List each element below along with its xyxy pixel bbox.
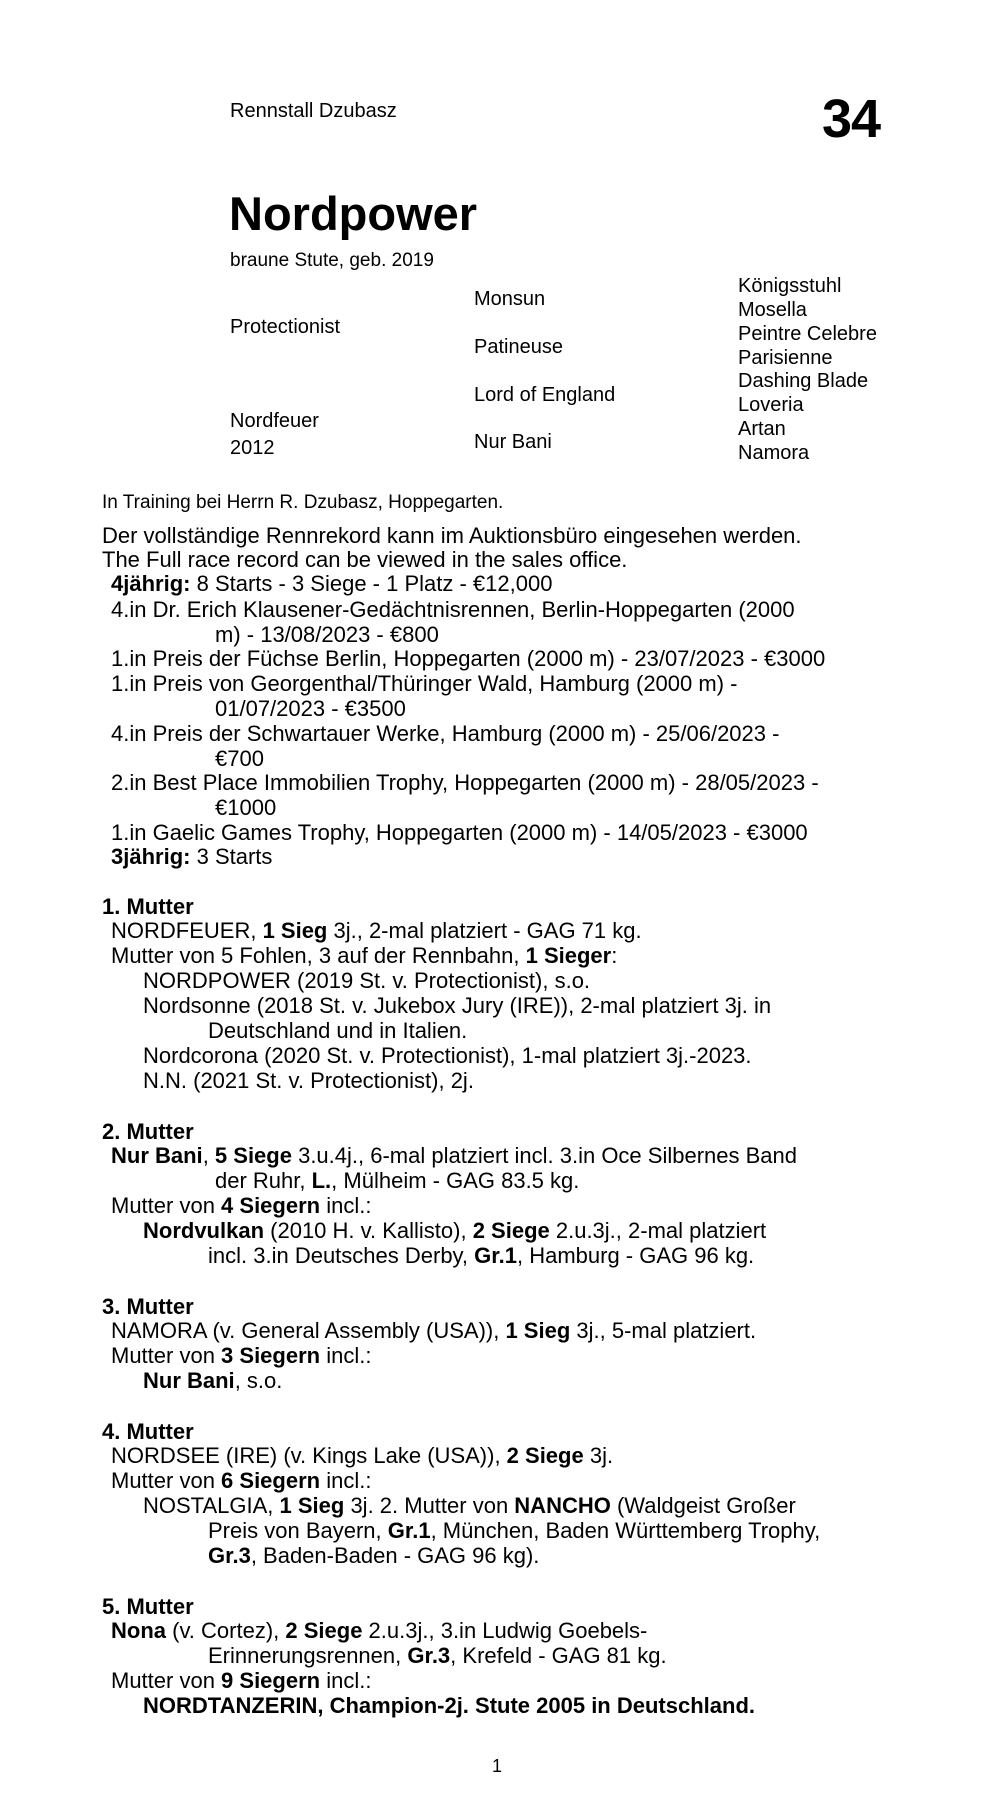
dam2-heading: 2. Mutter <box>102 1119 194 1144</box>
dam1-heading: 1. Mutter <box>102 894 194 919</box>
pedigree-dam-year: 2012 <box>230 437 275 459</box>
race-result-cont: 01/07/2023 - €3500 <box>215 696 406 721</box>
pedigree-gen3: Namora <box>738 442 810 464</box>
record-note-en: The Full race record can be viewed in the sales office. <box>102 547 628 572</box>
dam5-record-cont: Erinnerungsrennen, Gr.3, Krefeld - GAG 81 kg. <box>208 1643 667 1668</box>
race-result-cont: m) - 13/08/2023 - €800 <box>215 622 439 647</box>
pedigree-gen3: Artan <box>738 418 786 440</box>
dam1-offspring: Nordcorona (2020 St. v. Protectionist), 1-mal platziert 3j.-2023. <box>143 1043 752 1068</box>
pedigree-gen3: Peintre Celebre <box>738 323 877 345</box>
race-result-cont: €700 <box>215 746 264 771</box>
dam1-produce: Mutter von 5 Fohlen, 3 auf der Rennbahn, 1 Sieger: <box>111 943 618 968</box>
dam2-produce: Mutter von 4 Siegern incl.: <box>111 1193 372 1218</box>
dam2-record-cont: der Ruhr, L., Mülheim - GAG 83.5 kg. <box>215 1168 580 1193</box>
dam1-offspring: N.N. (2021 St. v. Protectionist), 2j. <box>143 1068 474 1093</box>
pedigree-gen3: Dashing Blade <box>738 370 869 392</box>
dam4-produce: Mutter von 6 Siegern incl.: <box>111 1468 372 1493</box>
dam4-heading: 4. Mutter <box>102 1419 194 1444</box>
dam2-offspring: Nordvulkan (2010 H. v. Kallisto), 2 Siege 2.u.3j., 2-mal platziert <box>143 1218 767 1243</box>
pedigree-gen2: Lord of England <box>474 384 616 406</box>
horse-description: braune Stute, geb. 2019 <box>230 250 434 271</box>
dam3-produce: Mutter von 3 Siegern incl.: <box>111 1343 372 1368</box>
age4-summary: 4jährig: 8 Starts - 3 Siege - 1 Platz - €12,000 <box>111 571 553 596</box>
dam3-offspring: Nur Bani, s.o. <box>143 1368 283 1393</box>
pedigree-gen3: Mosella <box>738 299 807 321</box>
dam2-record: Nur Bani, 5 Siege 3.u.4j., 6-mal platziert incl. 3.in Oce Silbernes Band <box>111 1143 797 1168</box>
training-note: In Training bei Herrn R. Dzubasz, Hoppegarten. <box>102 492 504 513</box>
race-result: 1.in Gaelic Games Trophy, Hoppegarten (2000 m) - 14/05/2023 - €3000 <box>111 820 808 845</box>
race-result: 1.in Preis von Georgenthal/Thüringer Wald, Hamburg (2000 m) - <box>111 671 738 696</box>
dam5-heading: 5. Mutter <box>102 1594 194 1619</box>
dam4-offspring-cont: Gr.3, Baden-Baden - GAG 96 kg). <box>208 1543 540 1568</box>
owner-name: Rennstall Dzubasz <box>230 100 397 122</box>
horse-name: Nordpower <box>229 187 478 240</box>
race-result: 2.in Best Place Immobilien Trophy, Hoppegarten (2000 m) - 28/05/2023 - <box>111 770 819 795</box>
dam2-offspring-cont: incl. 3.in Deutsches Derby, Gr.1, Hamburg - GAG 96 kg. <box>208 1243 755 1268</box>
dam4-offspring: NOSTALGIA, 1 Sieg 3j. 2. Mutter von NANCHO (Waldgeist Großer <box>143 1493 796 1518</box>
pedigree-gen3: Königsstuhl <box>738 275 842 297</box>
pedigree-gen2: Nur Bani <box>474 431 552 453</box>
race-result: 4.in Preis der Schwartauer Werke, Hamburg (2000 m) - 25/06/2023 - <box>111 721 780 746</box>
page-number: 1 <box>492 1756 503 1776</box>
dam5-produce: Mutter von 9 Siegern incl.: <box>111 1668 372 1693</box>
pedigree-gen3: Loveria <box>738 394 804 416</box>
race-result-cont: €1000 <box>215 795 277 820</box>
dam1-offspring: Nordsonne (2018 St. v. Jukebox Jury (IRE)), 2-mal platziert 3j. in <box>143 993 772 1018</box>
dam5-record: Nona (v. Cortez), 2 Siege 2.u.3j., 3.in Ludwig Goebels- <box>111 1618 648 1643</box>
pedigree-sire: Protectionist <box>230 316 341 338</box>
pedigree-gen2: Monsun <box>474 288 546 310</box>
age3-summary: 3jährig: 3 Starts <box>111 844 273 869</box>
dam1-record: NORDFEUER, 1 Sieg 3j., 2-mal platziert - GAG 71 kg. <box>111 918 642 943</box>
dam5-offspring: NORDTANZERIN, Champion-2j. Stute 2005 in Deutschland. <box>143 1693 755 1718</box>
dam1-offspring: NORDPOWER (2019 St. v. Protectionist), s.o. <box>143 968 591 993</box>
lot-number: 34 <box>822 89 881 149</box>
dam4-offspring-cont: Preis von Bayern, Gr.1, München, Baden Württemberg Trophy, <box>208 1518 821 1543</box>
dam4-record: NORDSEE (IRE) (v. Kings Lake (USA)), 2 Siege 3j. <box>111 1443 614 1468</box>
pedigree-gen3: Parisienne <box>738 347 833 369</box>
race-result: 1.in Preis der Füchse Berlin, Hoppegarten (2000 m) - 23/07/2023 - €3000 <box>111 646 826 671</box>
race-result: 4.in Dr. Erich Klausener-Gedächtnisrennen, Berlin-Hoppegarten (2000 <box>111 597 795 622</box>
pedigree-dam: Nordfeuer <box>230 410 319 432</box>
pedigree-gen2: Patineuse <box>474 336 563 358</box>
dam1-offspring-cont: Deutschland und in Italien. <box>208 1018 468 1043</box>
dam3-record: NAMORA (v. General Assembly (USA)), 1 Sieg 3j., 5-mal platziert. <box>111 1318 757 1343</box>
dam3-heading: 3. Mutter <box>102 1294 194 1319</box>
record-note-de: Der vollständige Rennrekord kann im Auktionsbüro eingesehen werden. <box>102 523 802 548</box>
